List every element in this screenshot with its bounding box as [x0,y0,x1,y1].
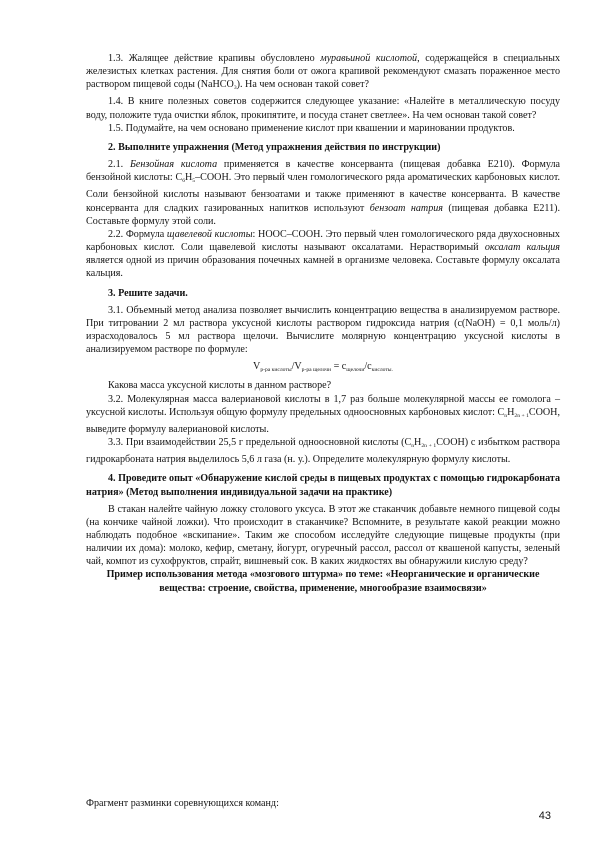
task-1-5: 1.5. Подумайте, на чем основано применение кислот при квашении и мариновании продуктов. [108,122,515,134]
example-title: Пример использования метода «мозгового штурма» по теме: «Неорганические и органические вещества: строение, свойства, применение, многообразие взаимосвязи» [106,569,540,594]
benzoic-acid-term: Бензойная кислота [129,159,218,171]
task-1-3: 1.3. Жалящее действие крапивы обусловлено муравьиной кислотой, содержащейся в специальных железистых клетках растения. Для снятия боли от ожога крапивой рекомендуют смазать пораженное место раствором пищевой соды (NaHCO$_3$). На чем основан такой совет? [86,53,560,92]
task-3-1-question: Какова масса уксусной кислоты в данном растворе? [108,380,332,392]
page-number: 43 [538,810,551,822]
task-3-1: 3.1. Объемный метод анализа позволяет вычислить концентрацию вещества в анализируемом растворе. При титровании 2 мл раствора уксусной кислоты раствором гидроксида натрия (с(NaOH) = 0,1 моль/л) израсходовалось 5 мл раствора щелочи. Вычислите молярную концентрацию уксусной кислоты в анализируемом растворе по формуле: [86,304,560,356]
task-2-1: 2.1. Бензойная кислота применяется в качестве консерванта (пищевая добавка Е210). Формула бензойной кислоты: $С_6Н_5$–СООН. Это первый член гомологического ряда ароматических карбоновых кислот. Соли бензойной кислоты называют бензоатами и также применяют в качестве консерванта. В качестве консерванта для сладких газированных напитков используют бензоат натрия (пищевая добавка Е211). Составьте формулу этой соли. [86,159,561,227]
page-body [86,52,560,595]
task-3-3: 3.3. При взаимодействии 25,5 г предельной одноосновной кислоты $(С_nН_{2n + 1}СООН)$ с избытком раствора гидрокарбоната натрия выделилось 5,6 л газа (н. у.). Определите молекулярную формулу кислоты. [86,437,560,466]
calcium-oxalate-term: оксалат кальция [484,242,560,254]
task-3-2: 3.2. Молекулярная масса валериановой кислоты в 1,7 раз больше молекулярной массы ее гомолога – уксусной кислоты. Используя общую формулу предельных одноосновных карбоновых кислот: $С_nН_{2n + 1}СООН$, выведите формулу валериановой кислоты. [86,393,560,435]
titration-formula: $V_{р-ра кислоты}/V_{р-ра щелочи} = c_{щелочи}/c_{кислоты.}$ [253,361,393,374]
section-2-heading: 2. Выполните упражнения (Метод упражнения действия по инструкции) [108,141,441,153]
section-3-heading: 3. Решите задачи. [108,287,188,299]
sodium-benzoate-term: бензоат натрия [369,202,444,214]
task-4-instructions: В стакан налейте чайную ложку столового уксуса. В этот же стаканчик добавьте немного пищевой соды (на кончике чайной ложки). Что происходит в стаканчике? Вспомните, в результате какой реакции можно наблюдать подобное «вскипание». Таким же способом исследуйте следующие пищевые продукты (при наличии их дома): молоко, кефир, сметану, йогурт, огуречный рассол, рассол от квашеной капусты, зеленый чай, компот из сухофруктов, спрайт, вишневый сок. В каких жидкостях вы обнаружили кислую среду? [86,503,560,568]
section-4-heading: 4. Проведите опыт «Обнаружение кислой среды в пищевых продуктах с помощью гидрокарбоната натрия» (Метод выполнения индивидуальной задачи на практике) [86,473,560,498]
fragment-caption: Фрагмент разминки соревнующихся команд: [86,798,279,809]
oxalic-acid-term: щавелевой кислоты [166,228,253,240]
formic-acid-term: муравьиной кислотой [320,53,418,64]
task-1-4: 1.4. В книге полезных советов содержится следующее указание: «Налейте в металлическую посуду воду, положите туда очистки яблок, прокипятите, и посуда станет светлее». На чем основан такой совет? [86,96,560,121]
task-2-2: 2.2. Формула щавелевой кислоты: НООС–СООН. Это первый член гомологического ряда двухосновных карбоновых кислот. Соли щавелевой кислоты называют оксалатами. Нерастворимый оксалат кальция является одной из причин образования почечных камней в организме человека. Составьте формулу оксалата кальция. [86,228,560,280]
